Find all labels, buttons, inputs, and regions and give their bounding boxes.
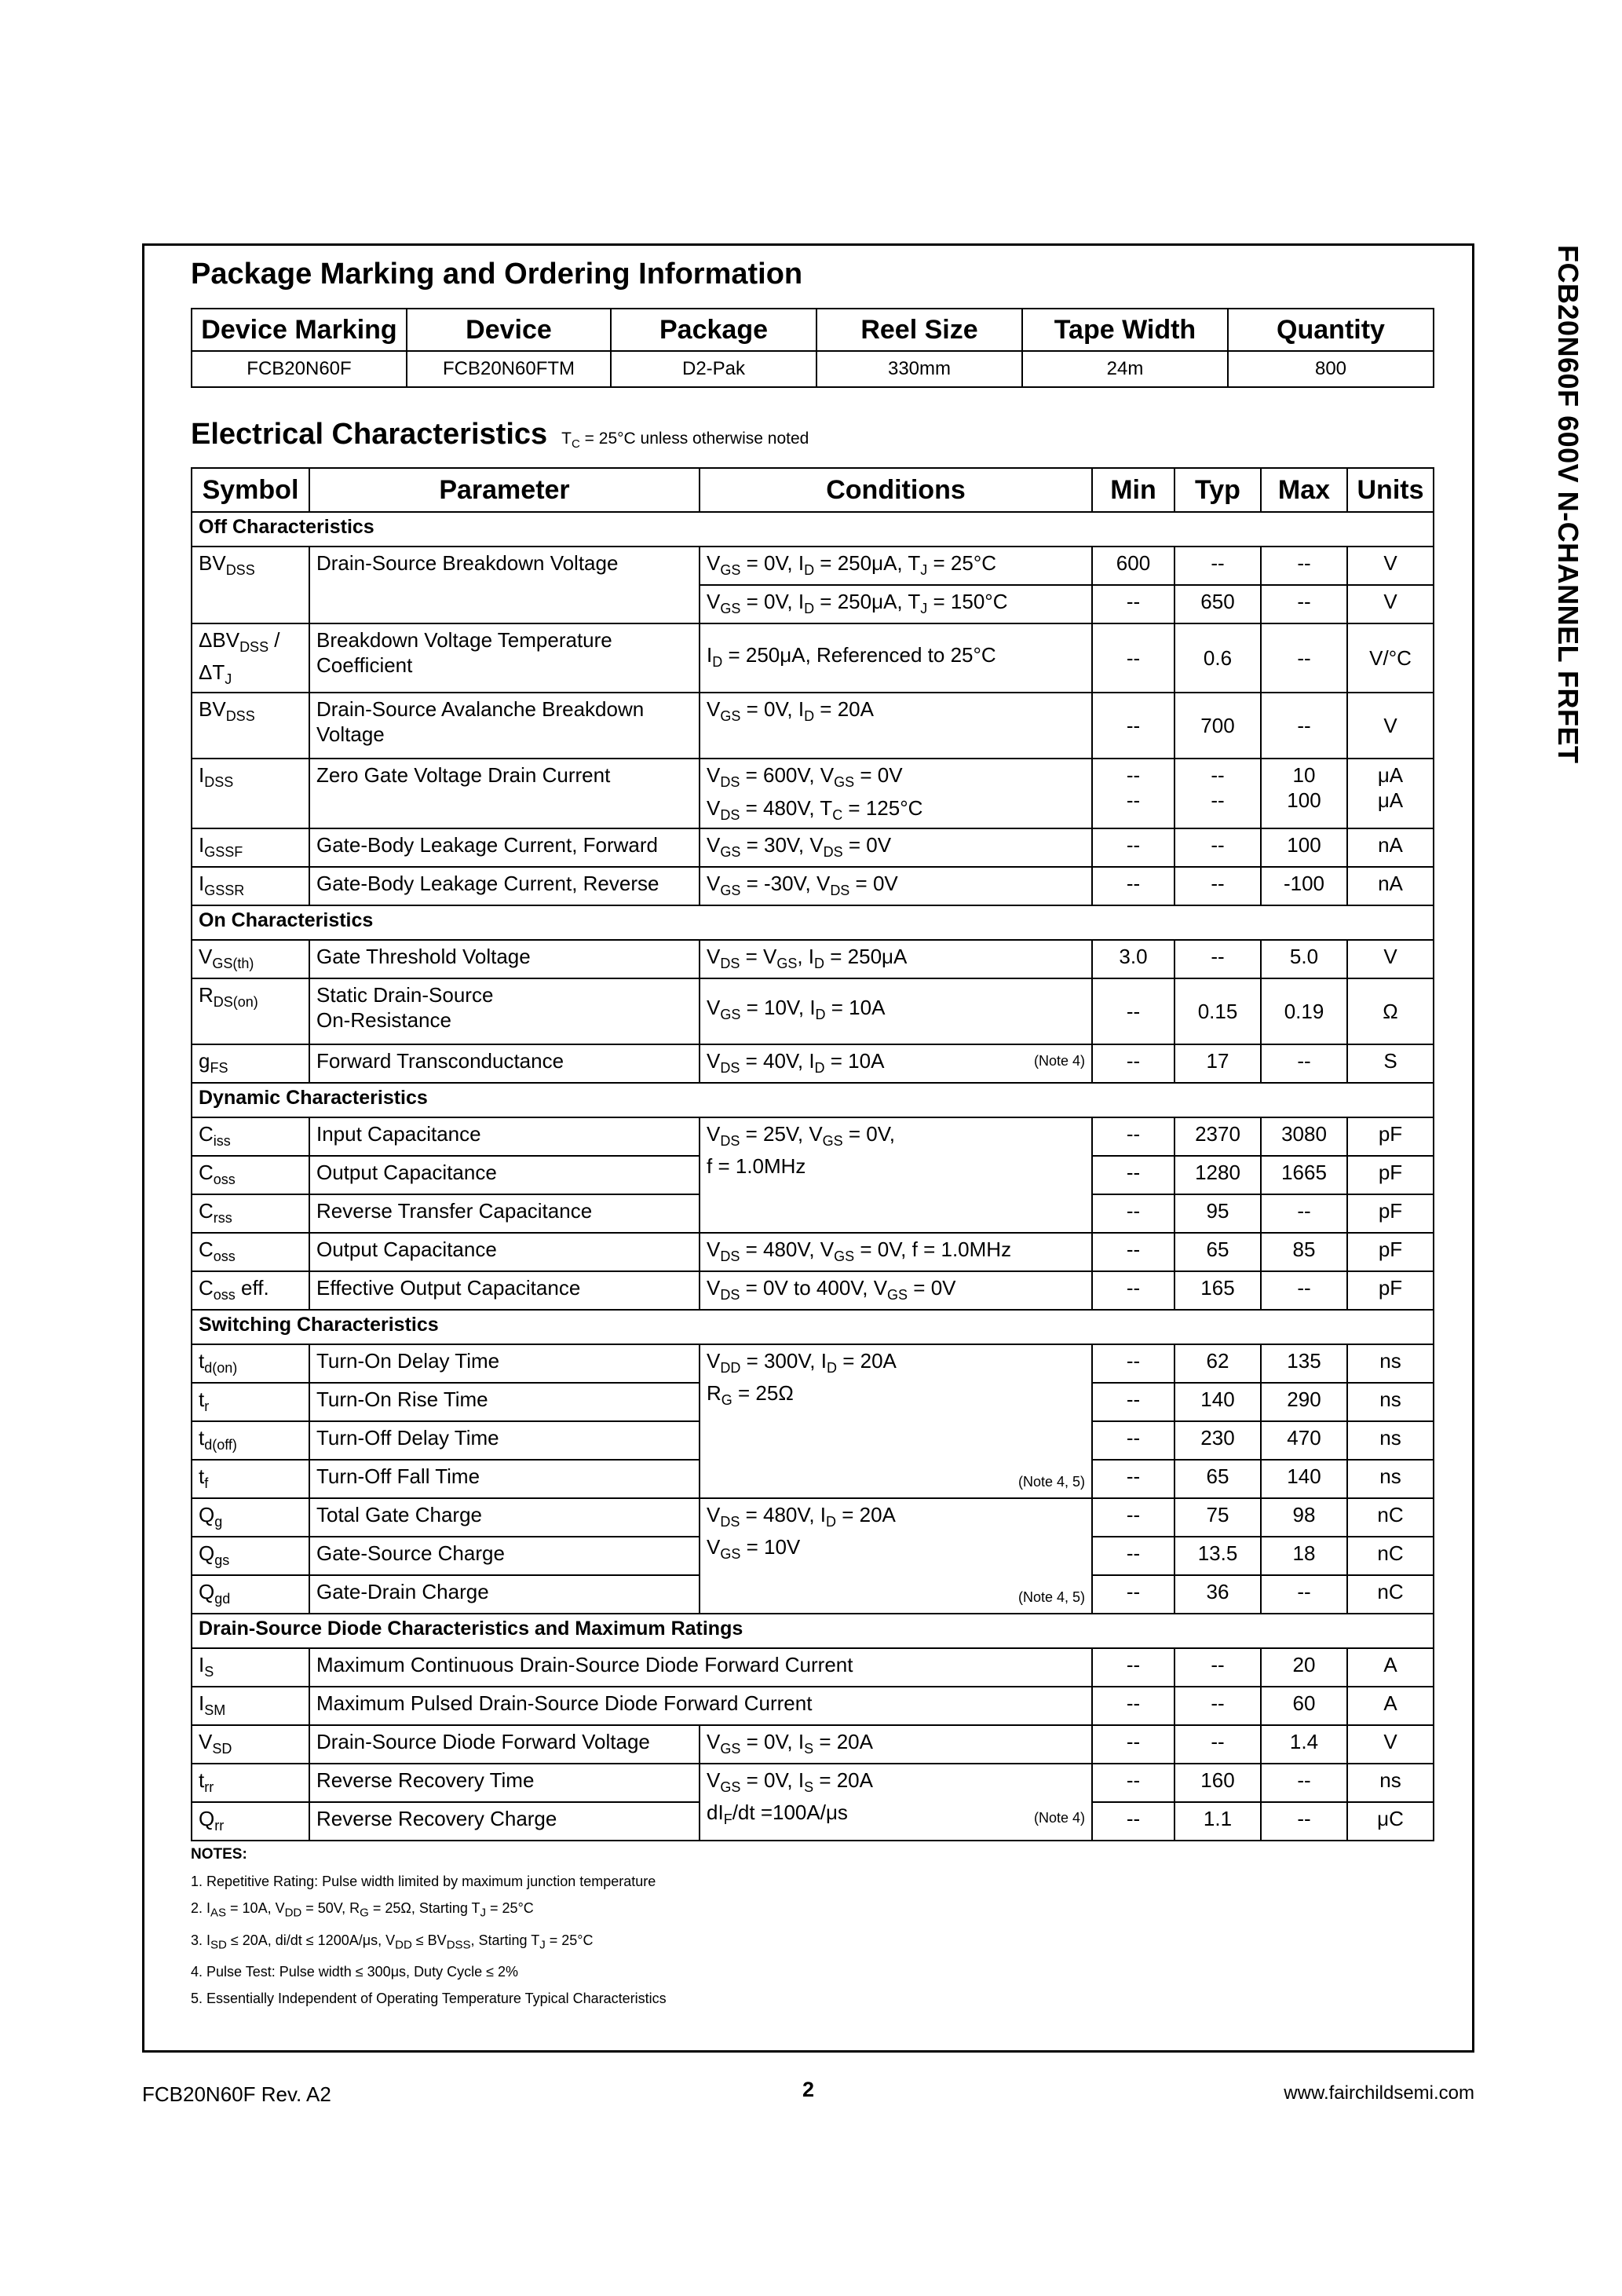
unit-cell: S xyxy=(1347,1044,1434,1083)
condition-cell: $V_{GS} = 0V$, $I_S = 20A$ xyxy=(700,1725,1092,1764)
max-line: 100 xyxy=(1287,788,1321,813)
unit-cell: ns xyxy=(1347,1344,1434,1383)
max-line: 10 xyxy=(1292,763,1316,788)
condition-cell xyxy=(700,759,1092,828)
table-row xyxy=(192,1498,1434,1537)
notes-block xyxy=(191,1841,1368,2012)
unit-cell: pF xyxy=(1347,1233,1434,1271)
parameter-cell: Drain-Source Breakdown Voltage xyxy=(309,547,700,623)
min-cell: -- xyxy=(1092,1194,1174,1233)
table-row xyxy=(192,867,1434,905)
symbol-cell: $Q_{rr}$ xyxy=(192,1802,309,1841)
unit-cell: nC xyxy=(1347,1498,1434,1537)
note-ref: (Note 4) xyxy=(1033,1809,1085,1826)
parameter-cell: Effective Output Capacitance xyxy=(309,1271,700,1310)
max-cell: -- xyxy=(1261,1044,1347,1083)
typ-cell: 1.1 xyxy=(1174,1802,1261,1841)
symbol-cell: $I_{DSS}$ xyxy=(192,759,309,828)
typ-cell: 160 xyxy=(1174,1764,1261,1802)
unit-cell: ns xyxy=(1347,1764,1434,1802)
min-cell xyxy=(1092,759,1174,828)
section-row xyxy=(192,905,1434,940)
package-heading: Package Marking and Ordering Information xyxy=(191,258,803,291)
col-conditions: Conditions xyxy=(700,468,1092,512)
unit-cell: ns xyxy=(1347,1421,1434,1460)
package-table xyxy=(191,308,1434,388)
symbol-cell: $t_f$ xyxy=(192,1460,309,1498)
parameter-cell: Breakdown Voltage Temperature Coefficient xyxy=(309,623,700,693)
min-cell: -- xyxy=(1092,623,1174,693)
typ-cell: 230 xyxy=(1174,1421,1261,1460)
cell-package: D2-Pak xyxy=(611,351,816,387)
typ-cell: -- xyxy=(1174,940,1261,978)
unit-cell: pF xyxy=(1347,1156,1434,1194)
col-parameter: Parameter xyxy=(309,468,700,512)
typ-cell: -- xyxy=(1174,1648,1261,1687)
typ-cell: 36 xyxy=(1174,1575,1261,1614)
max-cell: -- xyxy=(1261,1271,1347,1310)
symbol-cell: $g_{FS}$ xyxy=(192,1044,309,1083)
footer-page-number: 2 xyxy=(802,2078,815,2101)
typ-cell: 65 xyxy=(1174,1460,1261,1498)
parameter-cell: Gate-Source Charge xyxy=(309,1537,700,1575)
typ-cell: 0.6 xyxy=(1174,623,1261,693)
cell-reel-size: 330mm xyxy=(816,351,1022,387)
parameter-cell xyxy=(309,978,700,1044)
typ-cell: 62 xyxy=(1174,1344,1261,1383)
symbol-cell: $C_{oss}$ xyxy=(192,1233,309,1271)
min-cell: -- xyxy=(1092,1156,1174,1194)
unit-cell: μC xyxy=(1347,1802,1434,1841)
typ-cell: 650 xyxy=(1174,585,1261,623)
condition-cell xyxy=(700,1764,1092,1841)
symbol-cell: $Q_g$ xyxy=(192,1498,309,1537)
parameter-cell: Drain-Source Avalanche Breakdown Voltage xyxy=(309,693,700,759)
typ-cell xyxy=(1174,759,1261,828)
condition-cell xyxy=(700,1498,1092,1614)
table-row xyxy=(192,1648,1434,1687)
max-cell: -- xyxy=(1261,623,1347,693)
parameter-cell: Turn-Off Fall Time xyxy=(309,1460,700,1498)
condition-line: $V_{DS} = 480V$, $T_C = 125^\circ C$ xyxy=(707,795,923,823)
parameter-cell: Reverse Recovery Charge xyxy=(309,1802,700,1841)
parameter-cell: Output Capacitance xyxy=(309,1156,700,1194)
unit-cell: nA xyxy=(1347,867,1434,905)
min-cell: -- xyxy=(1092,1383,1174,1421)
min-cell: -- xyxy=(1092,867,1174,905)
parameter-line: On-Resistance xyxy=(316,1007,451,1032)
note-ref: (Note 4, 5) xyxy=(1017,1589,1085,1605)
symbol-cell: $I_{SM}$ xyxy=(192,1687,309,1725)
max-cell: 0.19 xyxy=(1261,978,1347,1044)
typ-cell: -- xyxy=(1174,1725,1261,1764)
min-cell: -- xyxy=(1092,1648,1174,1687)
typ-cell: 75 xyxy=(1174,1498,1261,1537)
max-cell: 5.0 xyxy=(1261,940,1347,978)
max-cell: 290 xyxy=(1261,1383,1347,1421)
section-row xyxy=(192,1083,1434,1117)
note-item: 3. $I_{SD} \le 20A$, di/dt ≤ 1200A/μs, $V_{DD} \le BV_{DSS}$, Starting $T_J = 25^\circ C$ xyxy=(191,1932,594,1952)
table-row xyxy=(192,1233,1434,1271)
symbol-cell: $BV_{DSS}$ xyxy=(192,547,309,623)
note-ref: (Note 4, 5) xyxy=(1017,1473,1085,1490)
table-row xyxy=(192,547,1434,585)
min-line: -- xyxy=(1126,763,1141,788)
unit-cell: V xyxy=(1347,940,1434,978)
min-cell: -- xyxy=(1092,1233,1174,1271)
max-cell: 85 xyxy=(1261,1233,1347,1271)
parameter-cell: Gate-Drain Charge xyxy=(309,1575,700,1614)
min-cell: -- xyxy=(1092,1117,1174,1156)
col-device: Device xyxy=(407,309,611,351)
cell-quantity: 800 xyxy=(1228,351,1434,387)
typ-cell: -- xyxy=(1174,1687,1261,1725)
section-row xyxy=(192,1614,1434,1648)
min-cell: -- xyxy=(1092,1044,1174,1083)
typ-cell: 2370 xyxy=(1174,1117,1261,1156)
col-typ: Typ xyxy=(1174,468,1261,512)
parameter-cell: Reverse Transfer Capacitance xyxy=(309,1194,700,1233)
min-cell: -- xyxy=(1092,1344,1174,1383)
typ-cell: 165 xyxy=(1174,1271,1261,1310)
min-cell: -- xyxy=(1092,1537,1174,1575)
condition-line: $V_{GS} = 0V$, $I_S = 20A$ xyxy=(707,1768,873,1795)
section-diode: Drain-Source Diode Characteristics and Maximum Ratings xyxy=(192,1614,1434,1648)
col-max: Max xyxy=(1261,468,1347,512)
max-cell: -- xyxy=(1261,1194,1347,1233)
col-device-marking: Device Marking xyxy=(192,309,407,351)
typ-cell: 1280 xyxy=(1174,1156,1261,1194)
min-cell: 600 xyxy=(1092,547,1174,585)
min-cell: -- xyxy=(1092,1498,1174,1537)
typ-line: -- xyxy=(1211,763,1225,788)
condition-cell: $I_D = 250\mu A$, Referenced to 25°C xyxy=(700,623,1092,693)
table-row xyxy=(192,1687,1434,1725)
typ-cell: 140 xyxy=(1174,1383,1261,1421)
max-cell: 60 xyxy=(1261,1687,1347,1725)
unit-cell: A xyxy=(1347,1648,1434,1687)
max-cell: -- xyxy=(1261,1802,1347,1841)
max-cell: 135 xyxy=(1261,1344,1347,1383)
symbol-cell: $C_{oss}$ xyxy=(192,1156,309,1194)
table-row xyxy=(192,1725,1434,1764)
unit-cell xyxy=(1347,759,1434,828)
parameter-cell: Total Gate Charge xyxy=(309,1498,700,1537)
ec-header-row xyxy=(192,468,1434,512)
condition-line: $R_G = 25\Omega$ xyxy=(707,1380,794,1409)
section-dynamic: Dynamic Characteristics xyxy=(192,1083,1434,1117)
table-row xyxy=(192,623,1434,693)
note-item: 5. Essentially Independent of Operating Temperature Typical Characteristics xyxy=(191,1991,667,2007)
parameter-cell: Input Capacitance xyxy=(309,1117,700,1156)
col-package: Package xyxy=(611,309,816,351)
typ-cell: 17 xyxy=(1174,1044,1261,1083)
symbol-cell: $V_{GS(th)}$ xyxy=(192,940,309,978)
unit-cell: V xyxy=(1347,547,1434,585)
parameter-cell: Turn-Off Delay Time xyxy=(309,1421,700,1460)
symbol-cell: $R_{DS(on)}$ xyxy=(192,978,309,1044)
table-row xyxy=(192,1271,1434,1310)
min-cell: -- xyxy=(1092,1271,1174,1310)
parameter-cell: Maximum Continuous Drain-Source Diode Forward Current xyxy=(309,1648,1092,1687)
symbol-cell: $t_{d(off)}$ xyxy=(192,1421,309,1460)
electrical-note: $T_C = 25^\circ C$ unless otherwise noted xyxy=(561,430,809,452)
unit-cell: Ω xyxy=(1347,978,1434,1044)
min-cell: -- xyxy=(1092,1725,1174,1764)
parameter-cell: Reverse Recovery Time xyxy=(309,1764,700,1802)
cell-tape-width: 24m xyxy=(1022,351,1228,387)
cell-device: FCB20N60FTM xyxy=(407,351,611,387)
parameter-cell: Turn-On Delay Time xyxy=(309,1344,700,1383)
unit-cell: pF xyxy=(1347,1271,1434,1310)
note-item: 2. $I_{AS} = 10A$, $V_{DD} = 50V$, $R_G = 25\Omega$, Starting $T_J = 25^\circ C$ xyxy=(191,1900,534,1920)
parameter-cell: Gate-Body Leakage Current, Forward xyxy=(309,828,700,867)
condition-line: $V_{GS} = 10V$ xyxy=(707,1534,801,1563)
condition-cell xyxy=(700,1044,1092,1083)
parameter-cell: Forward Transconductance xyxy=(309,1044,700,1083)
electrical-table xyxy=(191,467,1434,1841)
min-cell: -- xyxy=(1092,1764,1174,1802)
parameter-cell: Turn-On Rise Time xyxy=(309,1383,700,1421)
symbol-cell: $I_{GSSR}$ xyxy=(192,867,309,905)
symbol-cell: $BV_{DSS}$ xyxy=(192,693,309,759)
max-cell: -- xyxy=(1261,547,1347,585)
max-cell: 20 xyxy=(1261,1648,1347,1687)
table-row xyxy=(192,1044,1434,1083)
parameter-cell: Drain-Source Diode Forward Voltage xyxy=(309,1725,700,1764)
min-cell: -- xyxy=(1092,978,1174,1044)
electrical-title: Electrical Characteristics xyxy=(191,418,548,451)
condition-cell xyxy=(700,1344,1092,1498)
symbol-cell: $Q_{gs}$ xyxy=(192,1537,309,1575)
typ-cell: -- xyxy=(1174,547,1261,585)
max-cell: 1.4 xyxy=(1261,1725,1347,1764)
unit-cell: A xyxy=(1347,1687,1434,1725)
note-item: 1. Repetitive Rating: Pulse width limited by maximum junction temperature xyxy=(191,1874,656,1889)
max-cell: 98 xyxy=(1261,1498,1347,1537)
col-tape-width: Tape Width xyxy=(1022,309,1228,351)
section-on: On Characteristics xyxy=(192,905,1434,940)
table-row xyxy=(192,1344,1434,1383)
col-units: Units xyxy=(1347,468,1434,512)
parameter-cell: Zero Gate Voltage Drain Current xyxy=(309,759,700,828)
col-quantity: Quantity xyxy=(1228,309,1434,351)
package-data-row xyxy=(192,351,1434,387)
unit-cell: nA xyxy=(1347,828,1434,867)
notes-heading: NOTES: xyxy=(191,1846,247,1863)
typ-cell: 95 xyxy=(1174,1194,1261,1233)
max-cell: 1665 xyxy=(1261,1156,1347,1194)
max-cell: 140 xyxy=(1261,1460,1347,1498)
table-row xyxy=(192,828,1434,867)
parameter-cell: Output Capacitance xyxy=(309,1233,700,1271)
condition-cell xyxy=(700,1117,1092,1233)
typ-cell: 13.5 xyxy=(1174,1537,1261,1575)
max-cell: -100 xyxy=(1261,867,1347,905)
condition-line: $V_{DS} = 480V$, $I_D = 20A$ xyxy=(707,1502,896,1530)
min-line: -- xyxy=(1126,788,1141,813)
parameter-cell: Gate Threshold Voltage xyxy=(309,940,700,978)
symbol-cell: $t_r$ xyxy=(192,1383,309,1421)
symbol-cell: $t_{d(on)}$ xyxy=(192,1344,309,1383)
unit-cell: ns xyxy=(1347,1460,1434,1498)
max-cell: -- xyxy=(1261,1764,1347,1802)
condition-cell: $V_{GS} = 0V$, $I_D = 250\mu A$, $T_J = 25^\circ C$ xyxy=(700,547,1092,585)
symbol-cell: $Q_{gd}$ xyxy=(192,1575,309,1614)
symbol-cell: $\Delta BV_{DSS} / \Delta T_J$ xyxy=(192,623,309,693)
unit-cell: nC xyxy=(1347,1537,1434,1575)
typ-line: -- xyxy=(1211,788,1225,813)
max-cell: 18 xyxy=(1261,1537,1347,1575)
symbol-cell: $t_{rr}$ xyxy=(192,1764,309,1802)
symbol-cell: $C_{iss}$ xyxy=(192,1117,309,1156)
condition-cell: $V_{DS} = 0V$ to 400V, $V_{GS} = 0V$ xyxy=(700,1271,1092,1310)
package-header-row xyxy=(192,309,1434,351)
footer-url[interactable]: www.fairchildsemi.com xyxy=(1284,2082,1474,2104)
section-off: Off Characteristics xyxy=(192,512,1434,547)
section-row xyxy=(192,512,1434,547)
unit-cell: V xyxy=(1347,585,1434,623)
table-row xyxy=(192,1764,1434,1802)
parameter-cell: Gate-Body Leakage Current, Reverse xyxy=(309,867,700,905)
typ-cell: 0.15 xyxy=(1174,978,1261,1044)
parameter-line: Static Drain-Source xyxy=(316,982,494,1007)
condition-line: $V_{DS} = 600V$, $V_{GS} = 0V$ xyxy=(707,763,903,791)
min-cell: -- xyxy=(1092,1687,1174,1725)
unit-cell: ns xyxy=(1347,1383,1434,1421)
section-switching: Switching Characteristics xyxy=(192,1310,1434,1344)
min-cell: 3.0 xyxy=(1092,940,1174,978)
unit-cell: V/°C xyxy=(1347,623,1434,693)
max-cell: 100 xyxy=(1261,828,1347,867)
condition-cell: $V_{GS} = 30V$, $V_{DS} = 0V$ xyxy=(700,828,1092,867)
footer-revision: FCB20N60F Rev. A2 xyxy=(142,2082,331,2106)
unit-cell: V xyxy=(1347,693,1434,759)
section-row xyxy=(192,1310,1434,1344)
typ-cell: 65 xyxy=(1174,1233,1261,1271)
unit-cell: pF xyxy=(1347,1117,1434,1156)
min-cell: -- xyxy=(1092,1575,1174,1614)
note-ref: (Note 4) xyxy=(1033,1052,1085,1069)
symbol-cell: $C_{oss}$ eff. xyxy=(192,1271,309,1310)
min-cell: -- xyxy=(1092,1460,1174,1498)
symbol-cell: $I_S$ xyxy=(192,1648,309,1687)
condition-cell: $V_{GS} = -30V$, $V_{DS} = 0V$ xyxy=(700,867,1092,905)
min-cell: -- xyxy=(1092,1802,1174,1841)
unit-cell: nC xyxy=(1347,1575,1434,1614)
min-cell: -- xyxy=(1092,585,1174,623)
table-row xyxy=(192,978,1434,1044)
max-cell: 3080 xyxy=(1261,1117,1347,1156)
electrical-heading xyxy=(191,418,809,452)
max-cell xyxy=(1261,759,1347,828)
max-cell: -- xyxy=(1261,1575,1347,1614)
unit-cell: V xyxy=(1347,1725,1434,1764)
condition-text: $V_{DS} = 40V$, $I_D = 10A$ xyxy=(707,1048,885,1076)
col-min: Min xyxy=(1092,468,1174,512)
condition-cell: $V_{GS} = 0V$, $I_D = 20A$ xyxy=(700,693,1092,759)
min-cell: -- xyxy=(1092,693,1174,759)
condition-line: $V_{DD} = 300V$, $I_D = 20A$ xyxy=(707,1348,897,1376)
table-row xyxy=(192,1117,1434,1156)
side-title-text: FCB20N60F 600V N-CHANNEL FRFET xyxy=(1552,245,1584,764)
typ-cell: -- xyxy=(1174,828,1261,867)
table-row xyxy=(192,759,1434,828)
condition-cell: $V_{DS} = 480V$, $V_{GS} = 0V$, f = 1.0MHz xyxy=(700,1233,1092,1271)
parameter-cell: Maximum Pulsed Drain-Source Diode Forward Current xyxy=(309,1687,1092,1725)
side-title xyxy=(1554,245,1586,842)
condition-line: $dI_F/dt =100A/\mu s$ xyxy=(707,1800,848,1828)
typ-cell: 700 xyxy=(1174,693,1261,759)
symbol-cell: $C_{rss}$ xyxy=(192,1194,309,1233)
condition-line: $V_{DS} = 25V$, $V_{GS} = 0V$, xyxy=(707,1121,895,1149)
min-cell: -- xyxy=(1092,1421,1174,1460)
cell-device-marking: FCB20N60F xyxy=(192,351,407,387)
max-cell: 470 xyxy=(1261,1421,1347,1460)
condition-cell: $V_{GS} = 10V$, $I_D = 10A$ xyxy=(700,978,1092,1044)
max-cell: -- xyxy=(1261,693,1347,759)
symbol-cell: $I_{GSSF}$ xyxy=(192,828,309,867)
condition-cell: $V_{GS} = 0V$, $I_D = 250\mu A$, $T_J = 150^\circ C$ xyxy=(700,585,1092,623)
table-row xyxy=(192,693,1434,759)
note-item: 4. Pulse Test: Pulse width ≤ 300μs, Duty Cycle ≤ 2% xyxy=(191,1964,518,1980)
typ-cell: -- xyxy=(1174,867,1261,905)
col-symbol: Symbol xyxy=(192,468,309,512)
condition-cell: $V_{DS} = V_{GS}$, $I_D = 250\mu A$ xyxy=(700,940,1092,978)
table-row xyxy=(192,940,1434,978)
max-cell: -- xyxy=(1261,585,1347,623)
unit-line: μA xyxy=(1377,763,1404,788)
unit-cell: pF xyxy=(1347,1194,1434,1233)
condition-line: f = 1.0MHz xyxy=(707,1153,806,1178)
unit-line: μA xyxy=(1377,788,1404,813)
col-reel-size: Reel Size xyxy=(816,309,1022,351)
min-cell: -- xyxy=(1092,828,1174,867)
symbol-cell: $V_{SD}$ xyxy=(192,1725,309,1764)
